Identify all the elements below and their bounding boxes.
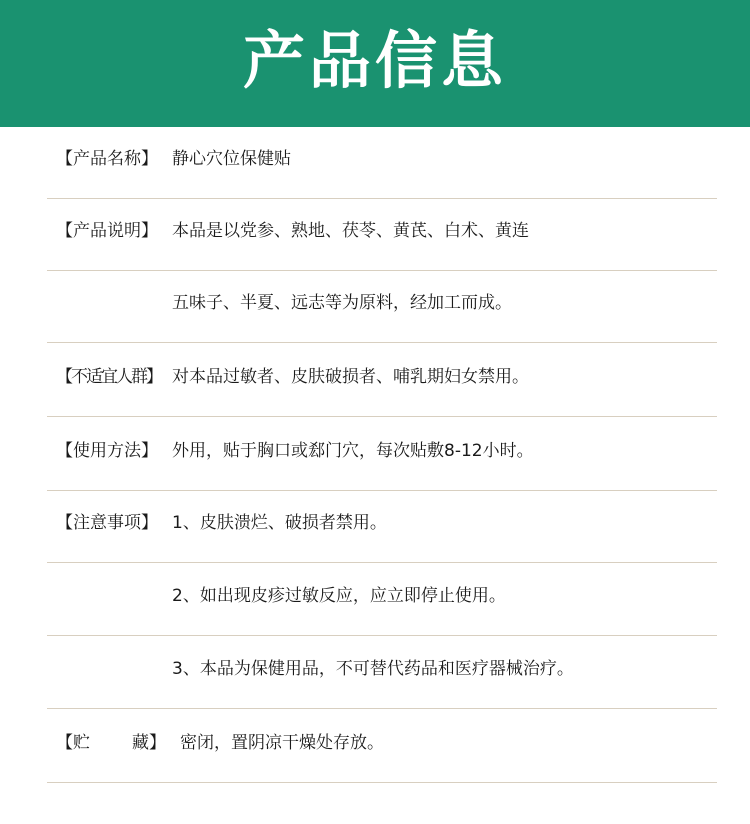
row-value: 1、皮肤溃烂、破损者禁用。 <box>172 513 387 533</box>
row-value: 密闭，置阴凉干燥处存放。 <box>180 733 384 753</box>
row-label-part: 藏】 <box>132 733 166 753</box>
row-usage-method <box>0 419 750 491</box>
row-label: 【产品名称】 <box>56 149 158 169</box>
row-precautions-3 <box>0 637 750 709</box>
row-value: 静心穴位保健贴 <box>172 149 291 169</box>
row-label: 【产品说明】 <box>56 221 158 241</box>
row-unsuitable-people <box>0 345 750 417</box>
row-label-part: 【贮 <box>56 733 90 753</box>
row-value: 外用，贴于胸口或郄门穴，每次贴敷8-12小时。 <box>172 441 534 461</box>
row-storage <box>0 711 750 783</box>
row-product-description-continued <box>0 271 750 343</box>
row-divider <box>47 342 717 343</box>
row-value: 2、如出现皮疹过敏反应，应立即停止使用。 <box>172 586 506 606</box>
row-value: 本品是以党参、熟地、茯苓、黄芪、白术、黄连 <box>172 221 529 241</box>
row-precautions-2 <box>0 564 750 636</box>
row-label: 【不适宜人群】 <box>56 367 161 387</box>
row-value: 五味子、半夏、远志等为原料，经加工而成。 <box>172 293 512 313</box>
row-divider <box>47 416 717 417</box>
header-banner <box>0 0 750 127</box>
row-label: 【使用方法】 <box>56 441 158 461</box>
row-product-description <box>0 199 750 271</box>
page-title: 产品信息 <box>242 23 507 97</box>
row-divider <box>47 708 717 709</box>
row-divider <box>47 782 717 783</box>
row-label: 【注意事项】 <box>56 513 158 533</box>
row-divider <box>47 635 717 636</box>
row-divider <box>47 562 717 563</box>
row-label-storage <box>56 731 166 755</box>
row-product-name <box>0 127 750 199</box>
row-value: 3、本品为保健用品，不可替代药品和医疗器械治疗。 <box>172 659 574 679</box>
row-value: 对本品过敏者、皮肤破损者、哺乳期妇女禁用。 <box>172 367 529 387</box>
row-precautions <box>0 491 750 563</box>
